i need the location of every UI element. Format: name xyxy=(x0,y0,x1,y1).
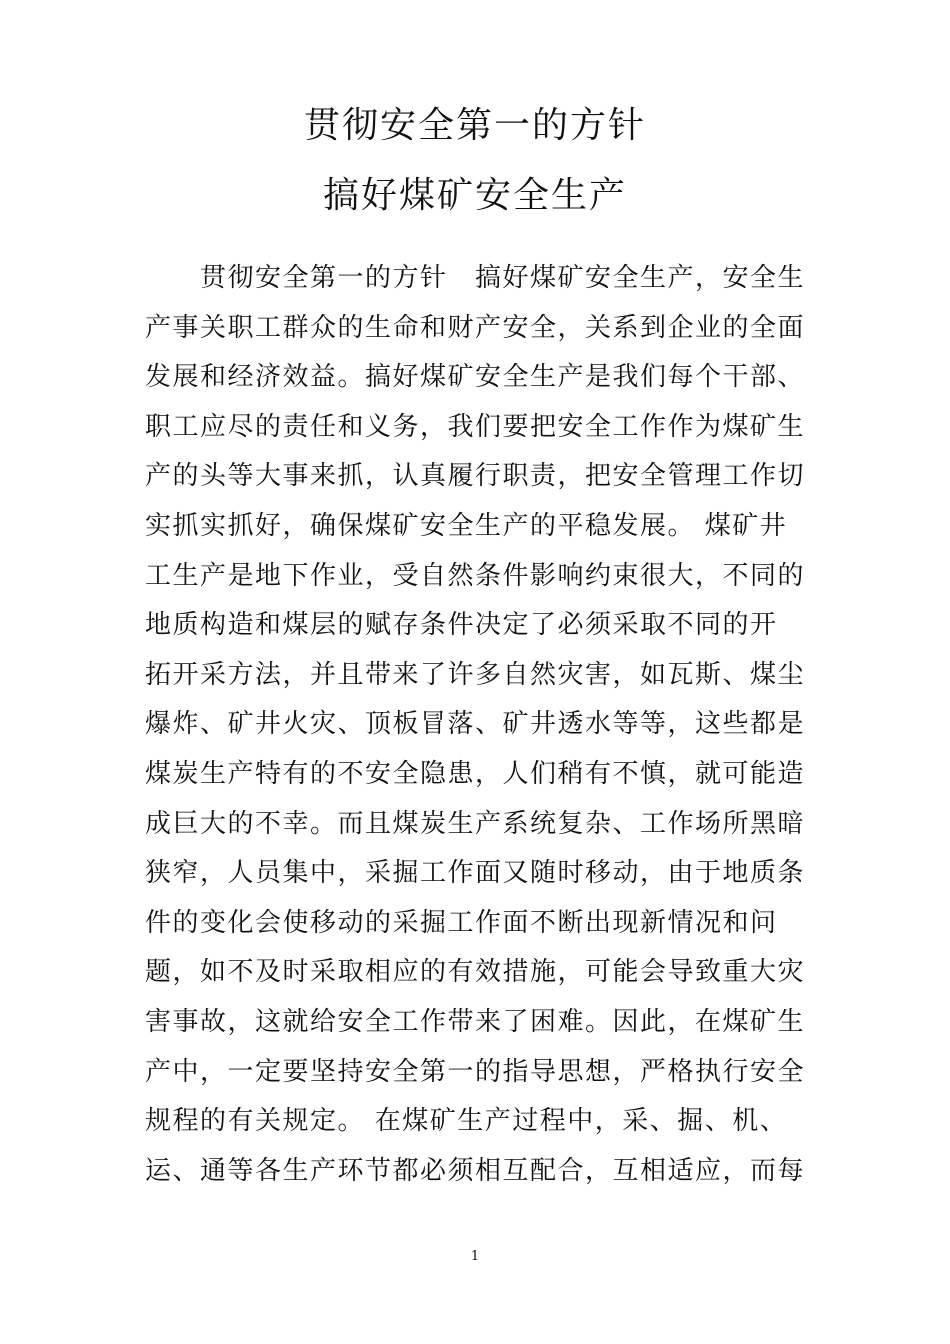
body-line: 实抓实抓好，确保煤矿安全生产的平稳发展。 煤矿井 xyxy=(145,510,788,541)
body-line: 职工应尽的责任和义务，我们要把安全工作作为煤矿生 xyxy=(145,411,806,442)
body-line: 地质构造和煤层的赋存条件决定了必须采取不同的开 xyxy=(145,610,778,641)
body-line: 规程的有关规定。 在煤矿生产过程中，采、掘、机、 xyxy=(145,1106,788,1137)
body-line: 贯彻安全第一的方针 搞好煤矿安全生产，安全生 xyxy=(145,263,806,293)
body-line: 成巨大的不幸。而且煤炭生产系统复杂、工作场所黑暗 xyxy=(145,808,806,839)
body-line: 煤炭生产特有的不安全隐患，人们稍有不慎，就可能造 xyxy=(145,758,806,789)
body-line: 狭窄，人员集中，采掘工作面又随时移动，由于地质条 xyxy=(145,858,806,889)
body-text xyxy=(145,254,815,1196)
body-line: 产的头等大事来抓，认真履行职责，把安全管理工作切 xyxy=(145,461,806,492)
document-title-line-2: 搞好煤矿安全生产 xyxy=(322,175,627,216)
body-line: 产事关职工群众的生命和财产安全，关系到企业的全面 xyxy=(145,312,806,343)
body-line: 件的变化会使移动的采掘工作面不断出现新情况和问 xyxy=(145,907,778,938)
body-line: 害事故，这就给安全工作带来了困难。因此，在煤矿生 xyxy=(145,1006,806,1037)
body-line: 题，如不及时采取相应的有效措施，可能会导致重大灾 xyxy=(145,957,806,988)
body-line: 发展和经济效益。搞好煤矿安全生产是我们每个干部、 xyxy=(145,362,806,393)
page-number: 1 xyxy=(470,1249,480,1264)
body-line: 运、通等各生产环节都必须相互配合，互相适应，而每 xyxy=(145,1155,806,1186)
document-title-line-1: 贯彻安全第一的方针 xyxy=(303,105,646,146)
body-line: 爆炸、矿井火灾、顶板冒落、矿井透水等等，这些都是 xyxy=(145,709,806,740)
body-line: 拓开采方法，并且带来了许多自然灾害，如瓦斯、煤尘 xyxy=(145,659,806,690)
body-line: 工生产是地下作业，受自然条件影响约束很大，不同的 xyxy=(145,560,806,591)
body-line: 产中，一定要坚持安全第一的指导思想，严格执行安全 xyxy=(145,1056,806,1087)
